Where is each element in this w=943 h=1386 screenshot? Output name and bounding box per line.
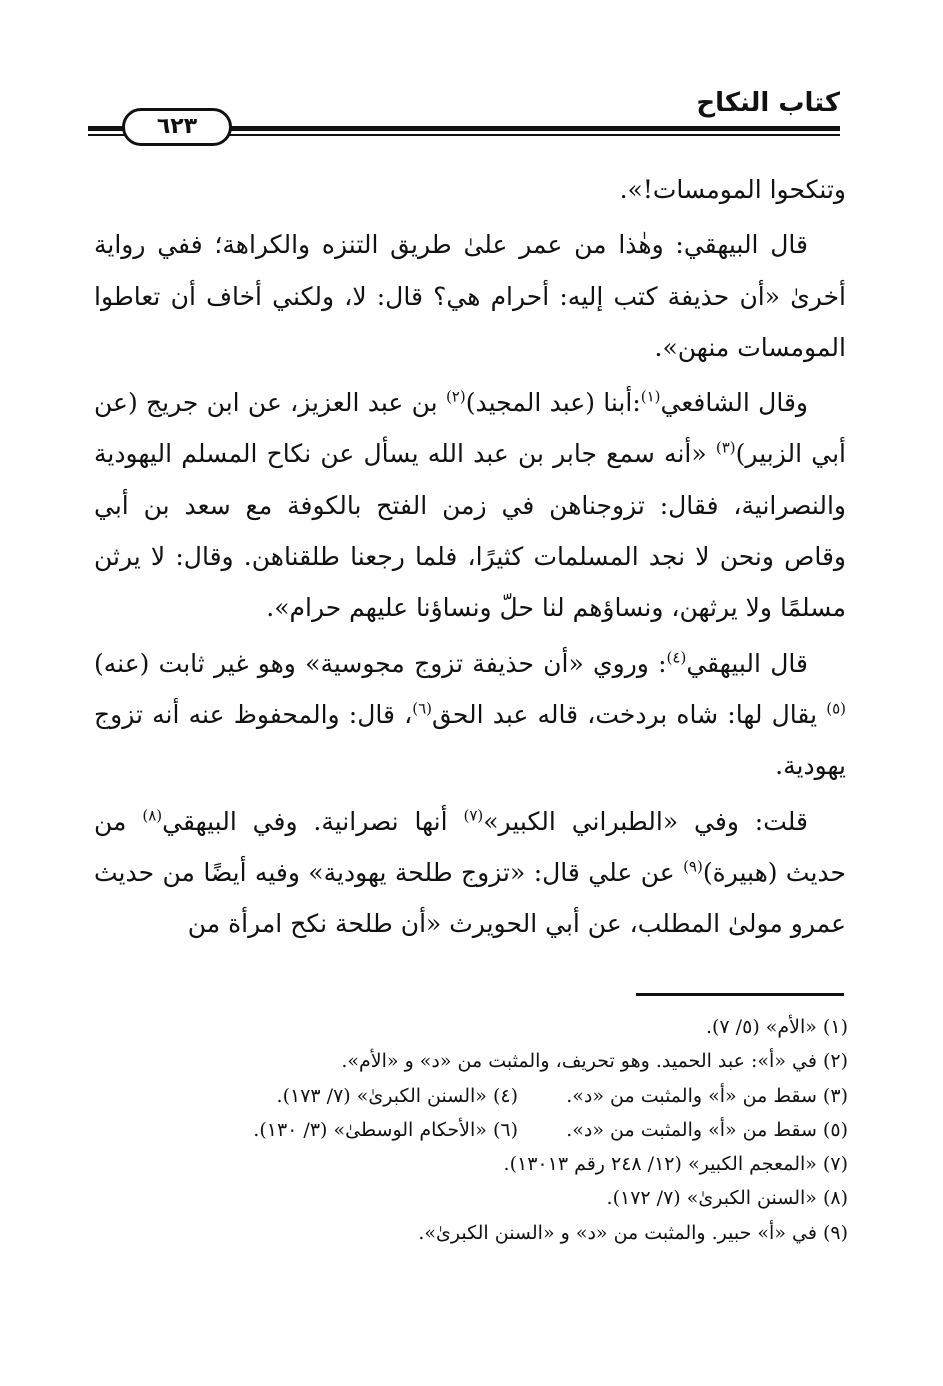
book-title: كتاب النكاح: [696, 88, 840, 118]
footnote-7: (٧) «المعجم الكبير» (١٢/ ٢٤٨ رقم ١٣٠١٣).: [503, 1153, 848, 1176]
footnote-ref-5: (٥): [826, 699, 847, 718]
paragraph-3-part-d: «أنه سمع جابر بن عبد الله يسأل عن نكاح المسلم اليهودية والنصرانية، فقال: تزوجناهن في زمن الفتح بالكوفة مع سعد بن أبي وقاص ونحن لا نجد المسلمات كثيرًا، فلما رجعنا طلقناهن. وقال: لا يرثن مسلمًا ولا يرثهن، ونساؤهم لنا حلّ ونساؤنا عليهم حرام».: [94, 439, 846, 623]
footnote-1: (١) «الأم» (٥/ ٧).: [705, 1016, 848, 1038]
footnote-5: (٥) سقط من «أ» والمثبت من «د».: [566, 1118, 848, 1141]
main-text: [94, 164, 846, 953]
paragraph-4-part-d: ، قال: والمحفوظ عنه أنه تزوج يهودية.: [94, 699, 846, 781]
footnotes: [110, 1010, 848, 1250]
footnote-ref-7: (٧): [463, 806, 484, 825]
footnote-row-5-6: [110, 1113, 848, 1147]
page-header: [88, 84, 840, 148]
footnote-ref-6: (٦): [412, 699, 432, 718]
footnote-3: (٣) سقط من «أ» والمثبت من «د».: [566, 1084, 848, 1107]
paragraph-1: وتنكحوا المومسات!».: [619, 175, 846, 204]
paragraph-5-part-d: عن علي قال: «تزوج طلحة يهودية» وفيه أيضًا من حديث عمرو مولىٰ المطلب، عن أبي الحويرث «أن طلحة نكح امرأة من: [94, 857, 846, 939]
paragraph-4-part-a: قال البيهقي: [686, 648, 808, 678]
footnote-4: (٤) «السنن الكبرىٰ» (٧/ ١٧٣).: [276, 1084, 518, 1107]
footnote-ref-2: (٢): [445, 387, 466, 406]
paragraph-5: [94, 796, 846, 950]
footnote-separator: [636, 993, 844, 996]
footnote-ref-9: (٩): [683, 857, 703, 876]
footnote-ref-4: (٤): [666, 648, 687, 667]
footnote-ref-1: (١): [640, 387, 661, 406]
paragraph-3: [94, 377, 846, 633]
footnote-ref-3: (٣): [715, 439, 736, 458]
paragraph-4-part-b: : وروي «أن حذيفة تزوج مجوسية» وهو غير ثابت (عنه): [94, 648, 667, 678]
paragraph-3-part-c: بن عبد العزيز، عن ابن جريج (عن أبي الزبير): [94, 388, 846, 469]
paragraph-5-part-b: أنها نصرانية. وفي البيهقي: [162, 806, 464, 836]
footnote-2: (٢) في «أ»: عبد الحميد. وهو تحريف، والمثبت من «د» و «الأم».: [341, 1050, 848, 1073]
paragraph-3-part-b: :أبنا (عبد المجيد): [465, 388, 641, 418]
paragraph-2: قال البيهقي: وهٰذا من عمر علىٰ طريق التنزه والكراهة؛ ففي رواية أخرىٰ «أن حذيفة كتب إليه: أحرام هي؟ قال: لا، ولكني أخاف أن تعاطوا المومسات منهن».: [94, 230, 846, 362]
footnote-ref-8: (٨): [142, 806, 163, 825]
paragraph-4: [94, 638, 846, 792]
paragraph-5-part-a: قلت: وفي «الطبراني الكبير»: [483, 806, 808, 836]
paragraph-3-part-a: وقال الشافعي: [660, 388, 808, 418]
footnote-8: (٨) «السنن الكبرىٰ» (٧/ ١٧٢).: [606, 1187, 848, 1210]
footnote-6: (٦) «الأحكام الوسطىٰ» (٣/ ١٣٠).: [253, 1118, 518, 1141]
page-number: ٦٢٣: [122, 108, 232, 146]
paragraph-4-part-c: يقال لها: شاه بردخت، قاله عبد الحق: [432, 699, 827, 729]
footnote-9: (٩) في «أ» حبير. والمثبت من «د» و «السنن الكبرىٰ».: [418, 1221, 848, 1244]
footnote-row-3-4: [110, 1079, 848, 1113]
paragraph-5-part-c: من حديث (هبيرة): [94, 806, 847, 887]
